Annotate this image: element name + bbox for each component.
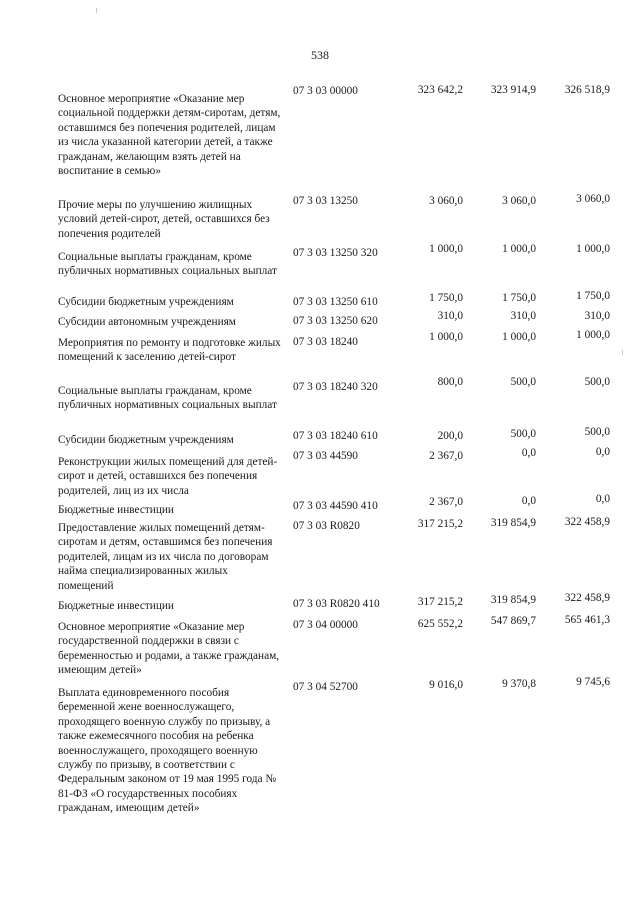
row-value-3: 3 060,0 [576, 193, 610, 205]
row-value-3: 565 461,3 [564, 614, 610, 626]
row-value-2: 1 000,0 [502, 331, 536, 343]
row-name: Субсидии бюджетным учреждениям [58, 296, 234, 308]
row-value-2: 547 869,7 [490, 615, 536, 627]
row-value-1: 317 215,2 [417, 596, 463, 608]
row-code: 07 3 03 R0820 [293, 520, 360, 532]
row-value-1: 2 367,0 [429, 496, 463, 508]
row-name: Основное мероприятие «Оказание мер государственной поддержки в связи с беременностью и родами, а также гражданам, имеющим детей» [58, 621, 280, 677]
row-code: 07 3 03 R0820 410 [293, 598, 380, 610]
scan-mark [96, 8, 97, 13]
row-code: 07 3 03 13250 610 [293, 296, 378, 308]
row-value-3: 9 745,6 [576, 676, 610, 688]
row-value-1: 1 000,0 [429, 331, 463, 343]
row-code: 07 3 03 13250 [293, 195, 358, 207]
row-value-1: 323 642,2 [417, 84, 463, 96]
row-name: Бюджетные инвестиции [58, 600, 174, 612]
row-name: Выплата единовременного пособия беременной жене военнослужащего, проходящего военную службу по призыву, а также ежемесячного пособия на ребенка военнослужащего, проходящего военную службу по призыву, в соответствии с Федеральным законом от 19 мая 1995 года № 81-ФЗ «О государственных пособиях гражданам, имеющим детей» [58, 687, 277, 815]
row-value-3: 1 000,0 [576, 329, 610, 341]
row-code: 07 3 03 18240 610 [293, 430, 378, 442]
row-value-3: 326 518,9 [564, 84, 610, 96]
row-value-1: 1 000,0 [429, 243, 463, 255]
row-value-3: 310,0 [584, 310, 610, 322]
row-value-3: 1 000,0 [576, 243, 610, 255]
row-value-2: 319 854,9 [490, 594, 536, 606]
row-value-2: 1 750,0 [502, 292, 536, 304]
row-value-3: 500,0 [584, 376, 610, 388]
row-value-3: 0,0 [595, 446, 610, 458]
row-name: Реконструкции жилых помещений для детей-сирот и детей, оставшихся без попечения родителей, лиц из их числа [58, 456, 278, 497]
row-value-3: 0,0 [595, 493, 610, 505]
row-value-3: 500,0 [584, 426, 610, 438]
row-value-1: 1 750,0 [429, 292, 463, 304]
row-value-2: 310,0 [510, 310, 536, 322]
row-value-2: 3 060,0 [502, 195, 536, 207]
row-name: Основное мероприятие «Оказание мер социальной поддержки детям-сиротам, детям, оставшимся без попечения родителей, лицам из числа указанной категории детей, а также гражданам, желающим взять детей на воспитание в семью» [58, 93, 281, 178]
row-value-1: 317 215,2 [417, 518, 463, 530]
row-value-2: 319 854,9 [490, 517, 536, 529]
row-name: Предоставление жилых помещений детям-сиротам и детям, оставшимся без попечения родителей, лицам из их числа по договорам найма специализированных жилых помещений [58, 522, 273, 592]
row-value-1: 3 060,0 [429, 195, 463, 207]
row-code: 07 3 03 13250 320 [293, 247, 378, 259]
row-name: Мероприятия по ремонту и подготовке жилых помещений к заселению детей-сирот [58, 337, 281, 364]
row-name: Бюджетные инвестиции [58, 504, 174, 516]
row-value-2: 0,0 [521, 495, 536, 507]
row-value-2: 1 000,0 [502, 243, 536, 255]
row-name: Социальные выплаты гражданам, кроме публичных нормативных социальных выплат [58, 385, 277, 412]
row-value-2: 323 914,9 [490, 84, 536, 96]
row-value-1: 9 016,0 [429, 679, 463, 691]
row-value-3: 322 458,9 [564, 516, 610, 528]
row-code: 07 3 03 18240 [293, 336, 358, 348]
row-name: Субсидии бюджетным учреждениям [58, 434, 234, 446]
row-value-1: 310,0 [437, 310, 463, 322]
row-value-1: 800,0 [437, 376, 463, 388]
row-value-2: 500,0 [510, 376, 536, 388]
row-value-1: 625 552,2 [417, 618, 463, 630]
row-code: 07 3 04 00000 [293, 619, 358, 631]
page-number: 538 [311, 48, 329, 62]
scan-mark [622, 350, 623, 355]
row-value-3: 322 458,9 [564, 592, 610, 604]
row-code: 07 3 03 18240 320 [293, 381, 378, 393]
row-name: Субсидии автономным учреждениям [58, 316, 236, 328]
row-name: Социальные выплаты гражданам, кроме публичных нормативных социальных выплат [58, 251, 277, 278]
row-value-3: 1 750,0 [576, 290, 610, 302]
row-code: 07 3 04 52700 [293, 681, 358, 693]
row-code: 07 3 03 13250 620 [293, 315, 378, 327]
row-value-1: 200,0 [437, 430, 463, 442]
row-value-2: 500,0 [510, 428, 536, 440]
row-value-2: 9 370,8 [502, 678, 536, 690]
row-value-1: 2 367,0 [429, 450, 463, 462]
row-name: Прочие меры по улучшению жилищных условий детей-сирот, детей, оставшихся без попечения родителей [58, 199, 270, 240]
row-code: 07 3 03 44590 410 [293, 500, 378, 512]
row-value-2: 0,0 [521, 447, 536, 459]
row-code: 07 3 03 44590 [293, 450, 358, 462]
row-code: 07 3 03 00000 [293, 85, 358, 97]
